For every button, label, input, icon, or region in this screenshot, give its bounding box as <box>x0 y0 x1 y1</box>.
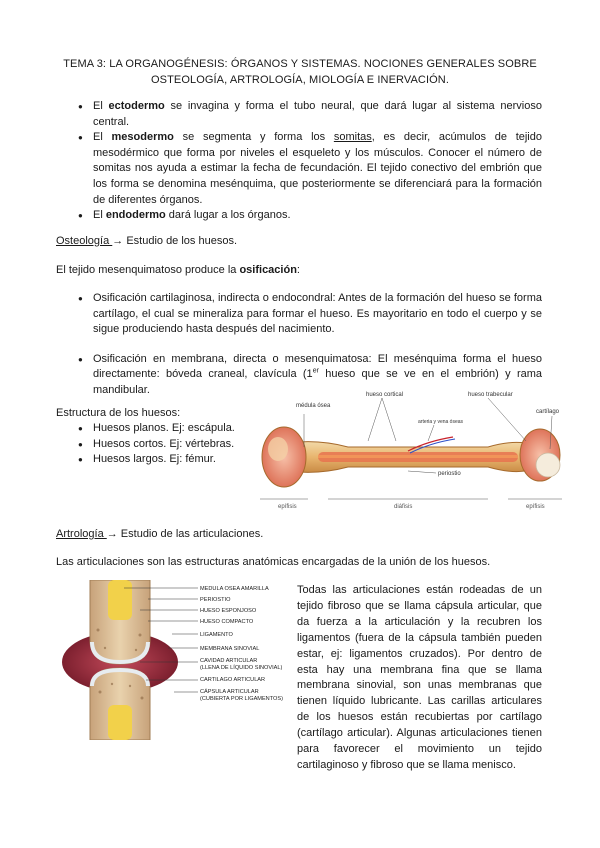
joint-label-capsula-note: (CUBIERTA POR LIGAMENTOS) <box>200 696 283 702</box>
osteologia-term: Osteología <box>56 235 113 247</box>
joint-label-medula: MEDULA OSEA AMARILLA <box>200 586 269 592</box>
label-medula: médula ósea <box>296 403 331 409</box>
label-epifisis-right: epífisis <box>526 504 545 510</box>
text-fragment: El <box>93 209 106 222</box>
endodermo-item <box>78 208 542 224</box>
osteologia-definition: Estudio de los huesos. <box>123 235 238 247</box>
text-fragment: dará lugar a los órganos. <box>165 209 291 222</box>
articulaciones-paragraph: Todas las articulaciones están rodeadas de un tejido fibroso que se llama cápsula articular, que da fuerza a la articulación y la recubren los ligamentos (fuera de la cápsula también pueden estar, ej: ligamentos cruzados). Por dentro de esta hay una membrana fina que se llama membrana sinovial, son unas membranas que tienen líquido lubricante. Las carillas articulares de los huesos están recubiertas por cartílago (cartílago articular). Algunas articulaciones tienen para favorecer el movimiento un tejido cartilaginoso y fibroso que se llama menisco. <box>297 584 542 771</box>
arrow-icon: → <box>106 528 118 540</box>
page-title <box>56 56 544 88</box>
label-arteria: arteria y vena óseas <box>418 419 464 425</box>
joint-label-esponjoso: HUESO ESPONJOSO <box>200 608 257 614</box>
mesodermo-item <box>78 130 542 208</box>
joint-label-cartilago: CARTILAGO ARTICULAR <box>200 677 266 683</box>
ectodermo-item <box>78 99 542 130</box>
text-fragment: se segmenta y forma los <box>173 131 334 144</box>
osificacion-term: osificación <box>239 264 297 276</box>
germ-layer-list <box>78 99 542 224</box>
mesodermo-term: mesodermo <box>111 131 174 144</box>
text-fragment: Osificación en membrana, directa o mesenquimatosa: El mesénquima forma el hueso directamente: bóveda craneal, clavícula (1 <box>93 352 542 381</box>
bone-type-long: ● Huesos largos. Ej: fémur. <box>78 452 278 468</box>
ossification-cartilaginous: ● Osificación cartilaginosa, indirecta o endocondral: Antes de la formación del hueso se forma cartílago, el cual se mineraliza para formar el hueso. Es mayoritario en todo el cuerpo y se sigue produciendo hasta después del nacimiento. <box>78 291 542 338</box>
joint-label-compacto: HUESO COMPACTO <box>200 619 254 625</box>
text-fragment: hueso que se ve en el embrión) y rama mandibular. <box>93 368 543 396</box>
label-periostio: periostio <box>438 471 461 477</box>
title-line-2: OSTEOLOGÍA, ARTROLOGÍA, MIOLOGÍA E INERVACIÓN. <box>150 74 449 86</box>
bone-type-flat: ● Huesos planos. Ej: escápula. <box>78 421 278 437</box>
superscript: er <box>312 367 319 375</box>
artrologia-term: Artrología <box>56 528 107 540</box>
text-fragment: , es decir, acúmulos de tejido mesodérmico que forma por niveles el esqueleto y los músculos. Conocer el número de somitas nos ayuda a estimar la fecha de fecundación. El tejido conectivo del embrión que los forma se denomina mesénquima, que posteriormente se diferenciará para la formación de diferentes órganos. <box>93 131 542 206</box>
artrologia-definition: Estudio de las articulaciones. <box>117 528 264 540</box>
text-fragment: : <box>296 264 300 276</box>
ossification-list <box>78 291 542 399</box>
text-fragment: El <box>93 131 112 144</box>
joint-label-cavidad-note: (LLENA DE LÍQUIDO SINOVIAL) <box>200 665 283 671</box>
text-fragment: El tejido mesenquimatoso produce la <box>56 264 240 276</box>
osteologia-heading <box>56 234 237 250</box>
label-cortical: hueso cortical <box>366 392 404 398</box>
label-diafisis: diáfisis <box>394 504 413 510</box>
text-fragment: se invagina y forma el tubo neural, que dará lugar al sistema nervioso central. <box>93 100 542 128</box>
structure-heading: Estructura de los huesos: <box>56 407 181 419</box>
long-bone-illustration <box>258 389 564 515</box>
joint-label-ligamento: LIGAMENTO <box>200 632 233 638</box>
label-cartilago: cartílago <box>536 409 560 415</box>
bone-type-short: ● Huesos cortos. Ej: vértebras. <box>78 437 278 453</box>
text-fragment: El <box>93 100 109 112</box>
synovial-joint-illustration <box>60 580 292 740</box>
arrow-icon: → <box>112 235 124 247</box>
title-line-1: TEMA 3: LA ORGANOGÉNESIS: ÓRGANOS Y SISTEMAS. NOCIONES GENERALES SOBRE <box>63 58 537 70</box>
artrologia-heading <box>56 527 263 543</box>
joint-label-sinovial: MEMBRANA SINOVIAL <box>200 646 260 652</box>
somitas-term: somitas <box>333 131 372 144</box>
label-epifisis-left: epífisis <box>278 504 297 510</box>
osificacion-intro <box>56 263 300 279</box>
joint-label-capsula: CÁPSULA ARTICULAR <box>200 689 259 695</box>
joint-label-cavidad: CAVIDAD ARTICULAR <box>200 658 258 664</box>
joint-label-periostio: PERIOSTIO <box>200 597 231 603</box>
label-trabecular: hueso trabecular <box>468 392 513 398</box>
endodermo-term: endodermo <box>105 209 166 222</box>
bone-types-list <box>78 421 278 468</box>
ectodermo-term: ectodermo <box>108 100 165 112</box>
articulaciones-sentence: Las articulaciones son las estructuras anatómicas encargadas de la unión de los huesos. <box>56 556 491 568</box>
